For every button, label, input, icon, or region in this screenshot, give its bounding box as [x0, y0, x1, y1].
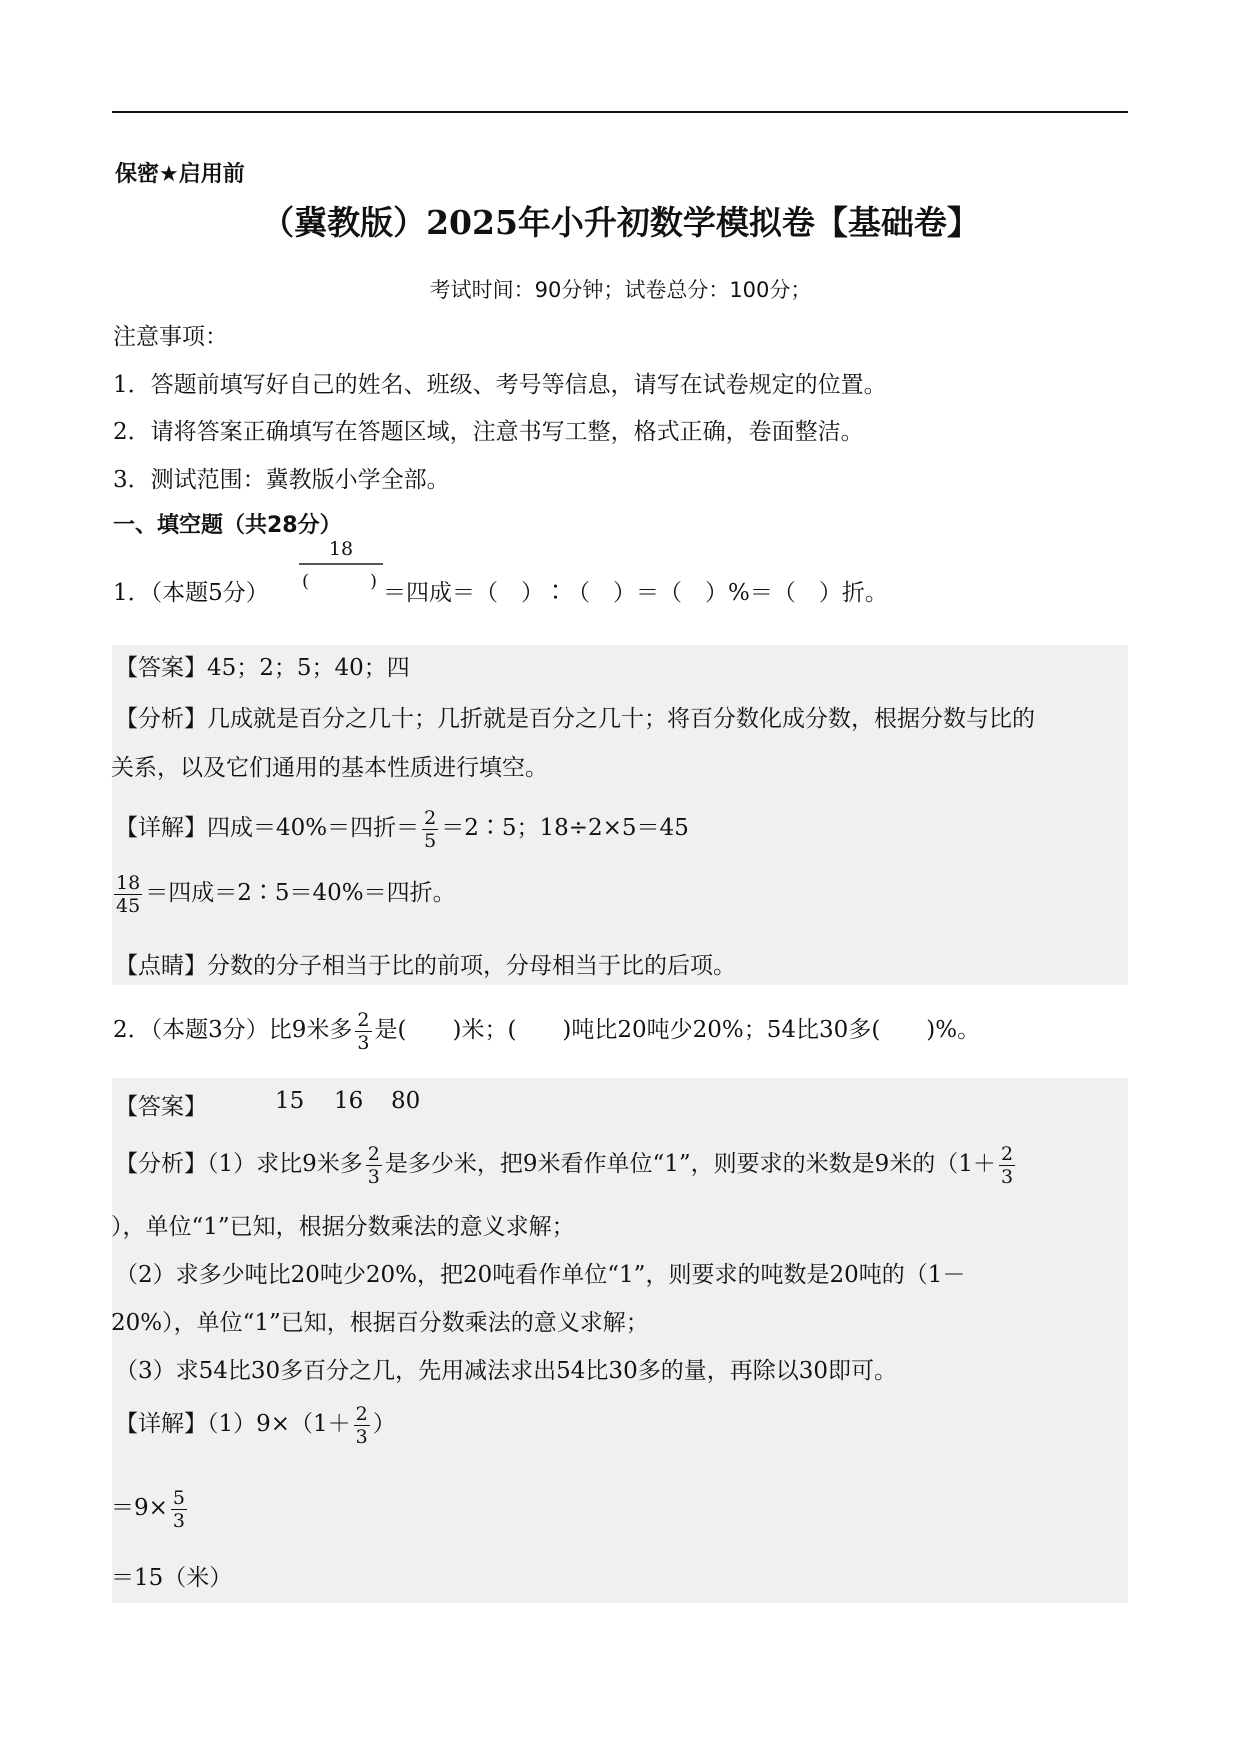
q2-detail-fraction [354, 1403, 370, 1448]
fraction-numerator: 2 [357, 1008, 370, 1031]
q2-analysis-2-cont: 20%），单位“1”已知，根据百分数乘法的意义求解； [111, 1310, 649, 1336]
q1-paren-close: ) [370, 571, 378, 592]
confidential-label: 保密★启用前 [115, 162, 245, 187]
q2-step1-prefix: ＝9× [111, 1495, 168, 1521]
q2-analysis1-fraction [366, 1143, 382, 1188]
q2-detail-close: ） [372, 1411, 396, 1437]
q2-rest: 是( )米；( )吨比20吨少20%；54比30多( )%。 [374, 1017, 981, 1043]
fraction-numerator: 2 [1000, 1142, 1014, 1165]
note-item: 2．请将答案正确填写在答题区域，注意书写工整，格式正确，卷面整洁。 [113, 419, 864, 445]
q1-fraction-bar [299, 563, 383, 565]
q1-detail-prefix: 【详解】四成＝40%＝四折＝ [115, 815, 420, 841]
fraction-numerator: 18 [116, 871, 141, 894]
fraction-denominator: 3 [355, 1425, 368, 1448]
q1-detail-suffix: ＝2∶5；18÷2×5＝45 [441, 815, 689, 841]
top-rule [112, 111, 1128, 113]
q2-answer-label: 【答案】 [115, 1094, 207, 1120]
q2-analysis1-prefix: 【分析】（1）求比9米多 [115, 1151, 363, 1177]
fraction-denominator: 3 [172, 1509, 185, 1532]
fraction-numerator: 5 [172, 1486, 185, 1509]
fraction-numerator: 2 [367, 1142, 380, 1165]
note-item: 3．测试范围：冀教版小学全部。 [113, 467, 450, 493]
q2-question [113, 1004, 980, 1056]
fraction-denominator: 45 [116, 894, 141, 917]
exam-info: 考试时间：90分钟；试卷总分：100分； [429, 278, 812, 302]
q1-tip: 【点睛】分数的分子相当于比的前项，分母相当于比的后项。 [115, 953, 736, 979]
q1-rest: ＝四成＝（ ）∶（ ）＝（ ）%＝（ ）折。 [383, 580, 888, 606]
q2-analysis-3: （3）求54比30多百分之几，先用减法求出54比30多的量，再除以30即可。 [115, 1358, 897, 1384]
q2-analysis1-fraction2 [999, 1143, 1015, 1188]
q1-answer: 【答案】45；2；5；40；四 [115, 655, 410, 681]
q2-analysis-2: （2）求多少吨比20吨少20%，把20吨看作单位“1”，则要求的吨数是20吨的（1－ [115, 1262, 966, 1288]
notes-heading: 注意事项： [113, 324, 228, 350]
q1-line2-suffix: ＝四成＝2∶5＝40%＝四折。 [145, 880, 456, 906]
page-title: （冀教版）2025年小升初数学模拟卷【基础卷】 [261, 203, 980, 242]
fraction-numerator: 2 [424, 806, 437, 829]
q1-line2-fraction [114, 872, 142, 917]
q1-paren-open: ( [302, 571, 310, 592]
q2-detail [115, 1398, 396, 1450]
q2-analysis-1 [115, 1138, 1018, 1190]
fraction-denominator: 3 [1000, 1165, 1014, 1188]
section-heading: 一、填空题（共28分） [113, 513, 342, 538]
q2-step-1 [111, 1482, 190, 1534]
q2-step1-fraction [171, 1487, 187, 1532]
fraction-denominator: 3 [357, 1031, 370, 1054]
q1-analysis: 【分析】几成就是百分之几十；几折就是百分之几十；将百分数化成分数，根据分数与比的 [115, 706, 1035, 732]
fraction-numerator: 2 [355, 1402, 368, 1425]
q2-prefix: 2．（本题3分）比9米多 [113, 1017, 353, 1043]
q2-analysis1-mid: 是多少米，把9米看作单位“1”，则要求的米数是9米的（1＋ [384, 1151, 996, 1177]
fraction-denominator: 3 [367, 1165, 380, 1188]
q2-detail-prefix: 【详解】（1）9×（1＋ [115, 1411, 351, 1437]
q1-fraction-numerator: 18 [328, 538, 354, 560]
q1-answer-box [112, 645, 1128, 985]
q2-fraction [355, 1009, 371, 1054]
q2-answer-box [112, 1078, 1128, 1603]
q1-analysis-cont: 关系，以及它们通用的基本性质进行填空。 [111, 755, 548, 781]
q1-detail-line2 [111, 867, 456, 919]
q1-prefix: 1．（本题5分） [113, 580, 269, 606]
q2-analysis-1-cont: ），单位“1”已知，根据分数乘法的意义求解； [111, 1214, 575, 1240]
q1-detail-fraction [422, 807, 438, 852]
q2-step-2: ＝15（米） [111, 1565, 233, 1591]
q2-answer-value: 80 [391, 1088, 421, 1114]
q2-answer-value: 16 [334, 1088, 364, 1114]
q2-answer-value: 15 [275, 1088, 305, 1114]
note-item: 1．答题前填写好自己的姓名、班级、考号等信息，请写在试卷规定的位置。 [113, 372, 887, 398]
q1-detail [115, 802, 689, 854]
fraction-denominator: 5 [424, 829, 437, 852]
